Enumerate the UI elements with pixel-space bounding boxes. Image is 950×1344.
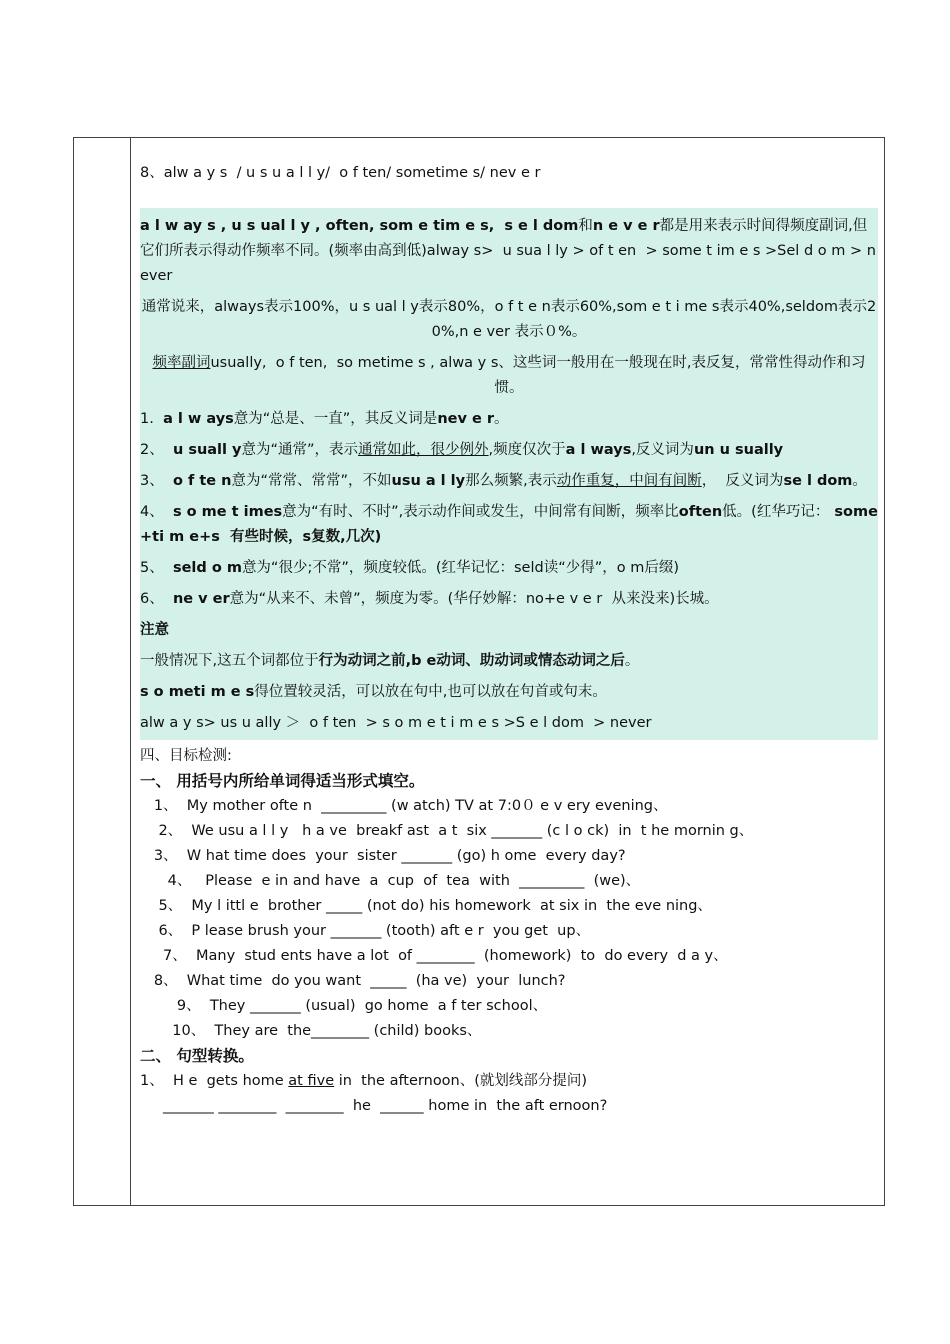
note-item-6: 6、 ne v er意为“从来不、未曾”，频度为零。(华仔妙解：no+e v e r 从来没来)长城。	[140, 591, 719, 607]
notes-box	[140, 208, 878, 740]
note-item-3: 3、 o f te n意为“常常、常常”，不如usu a l ly那么频繁,表示动作重复，中间有间断， 反义词为se l dom。	[140, 473, 867, 489]
note-item-1: 1. a l w ays意为“总是、一直”，其反义词是nev e r。	[140, 411, 509, 427]
note-rule-2: s o meti m e s得位置较灵活，可以放在句中,也可以放在句首或句末。	[140, 684, 607, 700]
heading-8: 8、alw a y s / u s u a l l y/ o f ten/ sometime s/ nev e r	[140, 165, 541, 181]
exercise-2-1-answer: _______ ________ ________ he ______ home in the aft ernoon?	[140, 1098, 608, 1114]
note-paragraph-1: a l w ay s , u s ual l y , often, som e tim e s, s e l dom和n e v e r都是用来表示时间得频度副词,但它们所表示得动作频率不同。(频率由高到低)alway s> u sua l ly > of t en > some t im e s >Sel d o m > never	[140, 218, 876, 284]
note-item-4: 4、 s o me t imes意为“有时、不时”,表示动作间或发生，中间常有间断，频率比often低。(红华巧记： some+ti m e+s 有些时候，s复数,几次)	[140, 504, 878, 545]
exercise-1-2: 2、 We usu a l l y h a ve breakf ast a t six _______ (c l o ck) in t he mornin g、	[140, 823, 754, 839]
note-item-5: 5、 seld o m意为“很少;不常”，频度较低。(红华记忆：seld读“少得”，o m后缀)	[140, 560, 679, 576]
note-paragraph-3: 频率副词usually, o f ten, so metime s , alwa y s、这些词一般用在一般现在时,表反复，常常性得动作和习惯。	[152, 355, 866, 396]
note-paragraph-2: 通常说来，always表示100%，u s ual l y表示80%，o f t e n表示60%,som e t i me s表示40%,seldom表示20%,n e ver 表示０%。	[141, 299, 877, 340]
note-rule-1: 一般情况下,这五个词都位于行为动词之前,b e动词、助动词或情态动词之后。	[140, 653, 640, 669]
exercise-1-5: 5、 My l ittl e brother _____ (not do) his homework at six in the eve ning、	[140, 898, 712, 914]
exercise-1-8: 8、 What time do you want _____ (ha ve) your lunch?	[140, 973, 566, 989]
exercise-1-10: 10、 They are the________ (child) books、	[140, 1023, 482, 1039]
exercise-1-9: 9、 They _______ (usual) go home a f ter school、	[140, 998, 548, 1014]
section-4-title: 四、目标检测:	[140, 748, 232, 764]
part-1-title: 一、 用括号内所给单词得适当形式填空。	[140, 772, 425, 790]
exercise-1-3: 3、 W hat time does your sister _______ (go) h ome every day?	[140, 848, 626, 864]
exercise-1-6: 6、 P lease brush your _______ (tooth) aft e r you get up、	[140, 923, 591, 939]
part-1-exercises	[140, 794, 878, 1044]
exercise-1-4: 4、 Please e in and have a cup of tea with _________ (we)、	[140, 873, 641, 889]
note-title: 注意	[140, 622, 169, 638]
note-item-2: 2、 u suall y意为“通常”，表示通常如此，很少例外,频度仅次于a l ways,反义词为un u sually	[140, 442, 784, 458]
exercise-1-1: 1、 My mother ofte n _________ (w atch) TV at 7:0０ e v ery evening、	[140, 798, 668, 814]
content-cell	[140, 137, 878, 1119]
exercise-2-1: 1、 H e gets home at five in the afternoon、(就划线部分提问)	[140, 1073, 588, 1089]
frequency-order: alw a y s> us u ally ＞ o f ten > s o m e t i m e s >S e l dom > never	[140, 715, 652, 731]
table-left-column	[73, 137, 131, 1206]
exercise-1-7: 7、 Many stud ents have a lot of ________ (homework) to do every d a y、	[140, 948, 728, 964]
part-2-title: 二、 句型转换。	[140, 1047, 254, 1065]
